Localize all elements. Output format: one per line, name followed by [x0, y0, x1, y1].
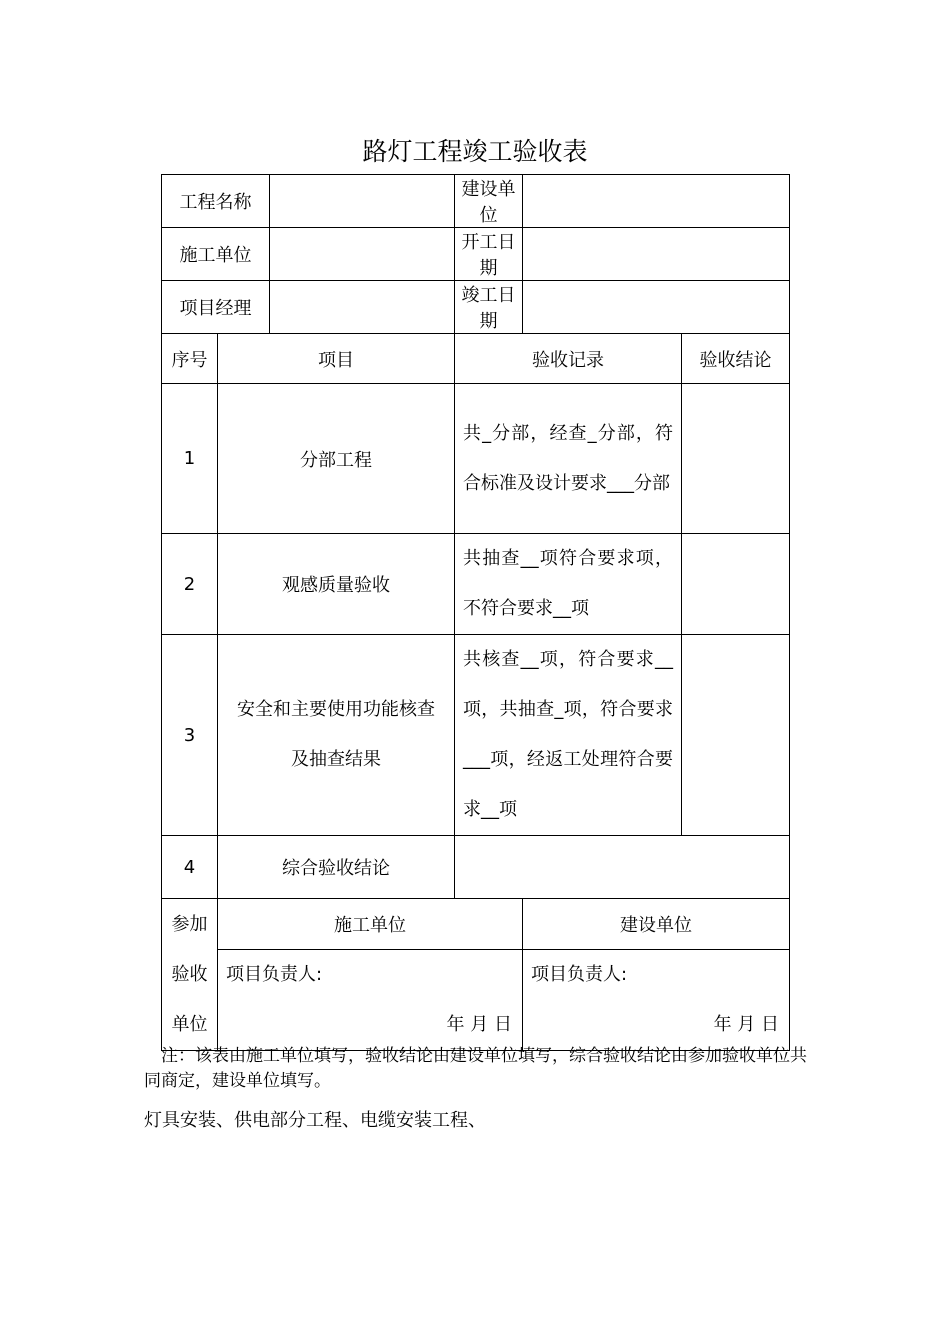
table-row	[162, 836, 790, 899]
manager-label: 项目经理	[162, 281, 270, 334]
info-row-2	[162, 228, 790, 281]
start-date-field[interactable]	[523, 228, 790, 281]
builder-person-label: 项目负责人:	[531, 964, 628, 985]
header-record: 验收记录	[455, 334, 682, 384]
row-record[interactable]: 共核查__项，符合要求__项，共抽查_项，符合要求___项，经返工处理符合要求__项	[455, 635, 682, 836]
builder-field[interactable]	[523, 175, 790, 228]
participants-sign-row	[162, 950, 790, 1051]
acceptance-form-table	[161, 174, 790, 1051]
row-conclusion[interactable]	[682, 534, 790, 635]
final-conclusion-field[interactable]	[455, 836, 790, 899]
table-row	[162, 635, 790, 836]
builder-label: 建设单位	[455, 175, 523, 228]
row-item: 观感质量验收	[218, 534, 455, 635]
row-record[interactable]: 共抽查__项符合要求项，不符合要求__项	[455, 534, 682, 635]
row-item: 安全和主要使用功能核查及抽查结果	[218, 635, 455, 836]
participants-label	[162, 899, 218, 1051]
info-row-1	[162, 175, 790, 228]
manager-field[interactable]	[270, 281, 455, 334]
row-seq: 4	[162, 836, 218, 899]
row-conclusion[interactable]	[682, 635, 790, 836]
participant-contractor-header: 施工单位	[218, 899, 523, 950]
table-row	[162, 534, 790, 635]
participants-header-row	[162, 899, 790, 950]
row-conclusion[interactable]	[682, 384, 790, 534]
participants-label-line3: 单位	[171, 1013, 208, 1035]
contractor-person-label: 项目负责人:	[226, 964, 323, 985]
info-row-3	[162, 281, 790, 334]
row-seq: 1	[162, 384, 218, 534]
project-name-field[interactable]	[270, 175, 455, 228]
participant-builder-header: 建设单位	[523, 899, 790, 950]
project-name-label: 工程名称	[162, 175, 270, 228]
header-item: 项目	[218, 334, 455, 384]
contractor-sign-cell[interactable]	[218, 950, 523, 1051]
contractor-date-label: 年 月 日	[446, 1014, 512, 1035]
builder-date-label: 年 月 日	[713, 1014, 780, 1035]
row-seq: 3	[162, 635, 218, 836]
builder-sign-cell[interactable]	[523, 950, 790, 1051]
header-seq: 序号	[162, 334, 218, 384]
row-item: 分部工程	[218, 384, 455, 534]
participants-label-line2: 验收	[171, 963, 208, 985]
header-conclusion: 验收结论	[682, 334, 790, 384]
page-title: 路灯工程竣工验收表	[362, 137, 588, 166]
row-record[interactable]: 共_分部，经查_分部，符合标准及设计要求___分部	[455, 384, 682, 534]
header-row	[162, 334, 790, 384]
table-row	[162, 384, 790, 534]
row-item: 综合验收结论	[218, 836, 455, 899]
participants-label-line1: 参加	[171, 913, 208, 935]
extra-text: 灯具安装、供电部分工程、电缆安装工程、	[144, 1110, 486, 1131]
finish-date-label: 竣工日期	[455, 281, 523, 334]
start-date-label: 开工日期	[455, 228, 523, 281]
finish-date-field[interactable]	[523, 281, 790, 334]
footnote: 注：该表由施工单位填写，验收结论由建设单位填写，综合验收结论由参加验收单位共同商定，建设单位填写。	[144, 1046, 807, 1091]
contractor-label: 施工单位	[162, 228, 270, 281]
contractor-field[interactable]	[270, 228, 455, 281]
row-seq: 2	[162, 534, 218, 635]
